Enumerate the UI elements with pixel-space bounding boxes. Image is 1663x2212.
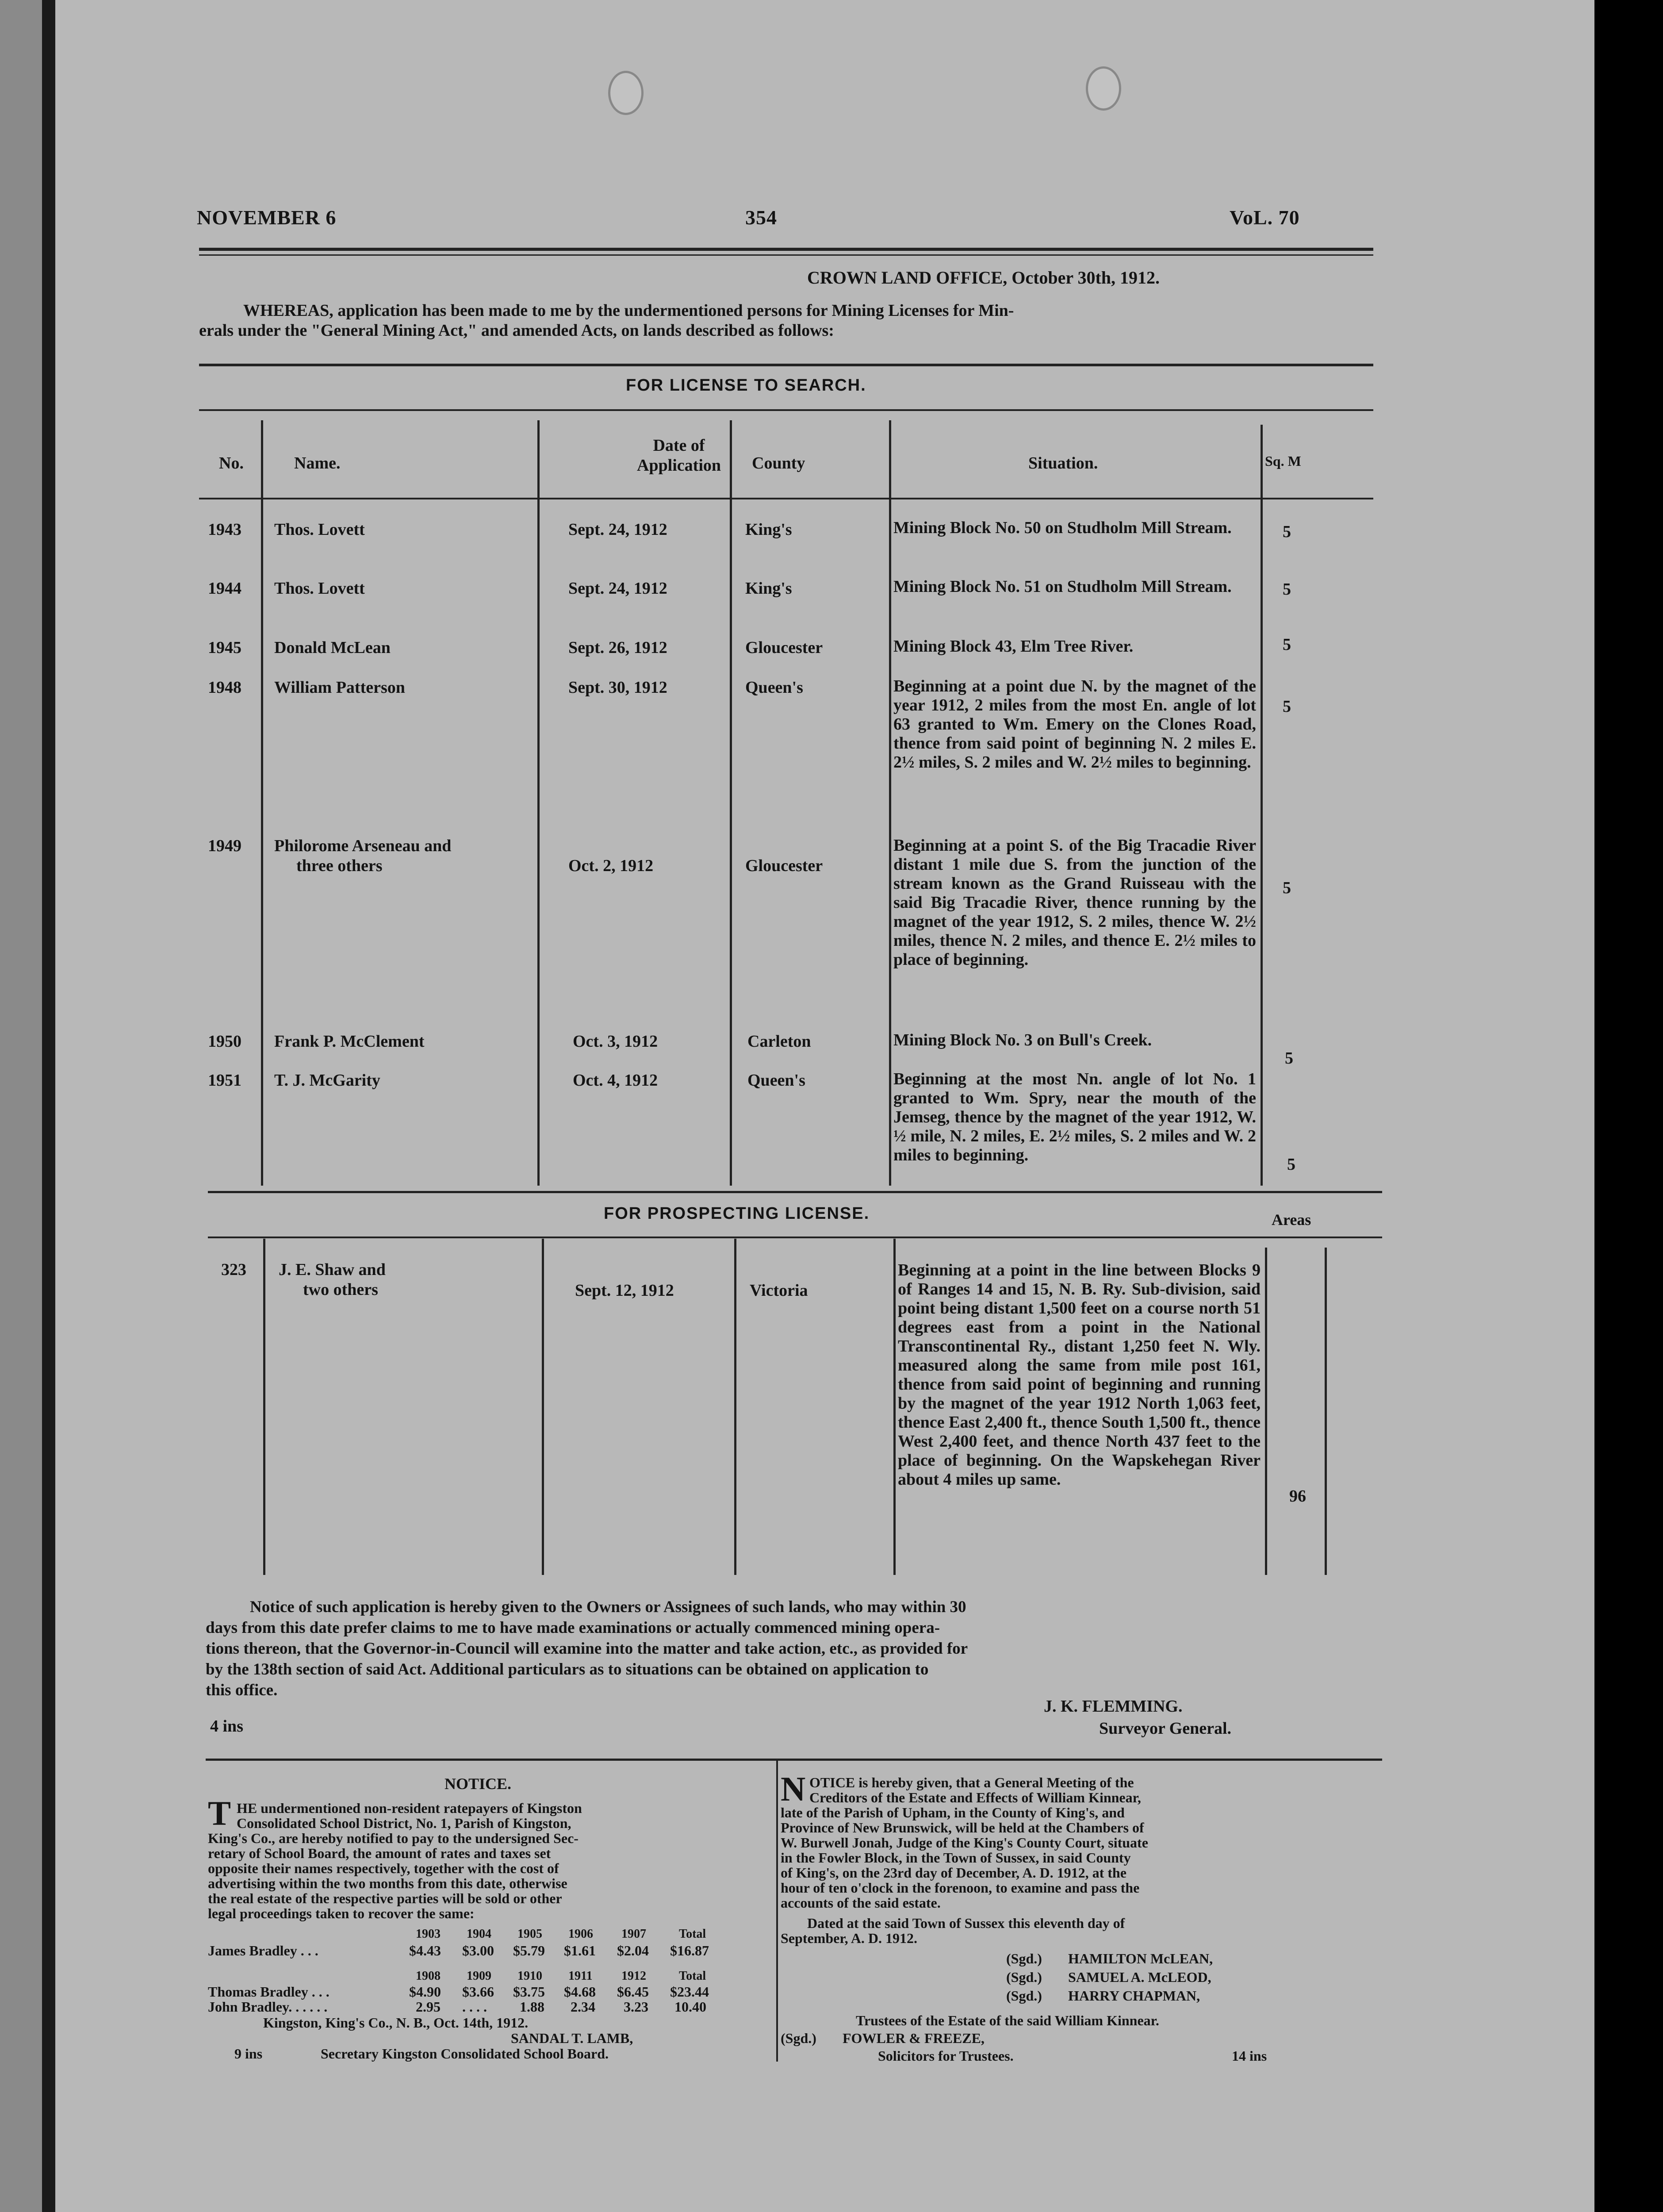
row-county: Gloucester (745, 638, 823, 657)
tax-total-header: Total (679, 1969, 706, 1983)
left-notice-line: Consolidated School District, No. 1, Parish of Kingston, (237, 1815, 571, 1831)
col-header-date-1: Date of (653, 436, 705, 455)
prospect-top-rule (208, 1191, 1382, 1193)
signature-name: J. K. FLEMMING. (1044, 1697, 1183, 1716)
row-county: King's (745, 520, 792, 539)
column-divider (542, 1239, 544, 1575)
tax-value: 10.40 (674, 1999, 706, 2015)
right-notice-line: of King's, on the 23rd day of December, A. D. 1912, at the (781, 1865, 1127, 1881)
right-notice-line: OTICE is hereby given, that a General Meeting of the (809, 1774, 1134, 1790)
left-notice-line: HE undermentioned non-resident ratepayers of Kingston (237, 1800, 582, 1816)
prospect-name-cont: two others (303, 1280, 378, 1299)
tax-value: $1.61 (564, 1943, 596, 1959)
tax-value: $3.66 (462, 1984, 494, 2000)
prospect-name: J. E. Shaw and (279, 1260, 386, 1279)
row-name: Thos. Lovett (274, 579, 365, 598)
punch-hole-right (1086, 66, 1121, 111)
intro-line-2: erals under the "General Mining Act," and amended Acts, on lands described as follows: (199, 321, 834, 340)
tax-value: $5.79 (513, 1943, 545, 1959)
tax-year: 1903 (416, 1927, 441, 1941)
solicitors-name: FOWLER & FREEZE, (843, 2030, 985, 2046)
row-date: Sept. 24, 1912 (568, 579, 667, 598)
right-notice-line: W. Burwell Jonah, Judge of the King's County Court, situate (781, 1835, 1148, 1851)
notice-line-3: tions thereon, that the Governor-in-Council will examine into the matter and take action, etc., as provided for (206, 1640, 968, 1658)
row-name: Philorome Arseneau and (274, 837, 452, 855)
row-name-cont: three others (296, 856, 383, 875)
row-situation: Beginning at a point S. of the Big Tracadie River distant 1 mile due S. from the junction of the stream known as the Grand Ruisseau with the said Big Tracadie River, thence running by the magnet of the year 1912, S. 2 miles, thence W. 2½ miles, thence N. 2 miles, and thence E. 2½ miles to place of beginning. (893, 836, 1256, 969)
search-section-title: FOR LICENSE TO SEARCH. (626, 376, 866, 395)
row-no: 1944 (208, 579, 241, 598)
notice-line-2: days from this date prefer claims to me to have made examinations or actually commenced mining opera- (206, 1619, 940, 1637)
row-sq: 5 (1283, 879, 1291, 897)
column-divider (537, 420, 540, 1186)
column-divider (261, 420, 263, 1186)
punch-hole-left (608, 71, 644, 115)
prospect-no: 323 (221, 1260, 246, 1279)
prospect-section-title: FOR PROSPECTING LICENSE. (604, 1204, 870, 1223)
row-situation: Mining Block 43, Elm Tree River. (893, 637, 1134, 656)
tax-value: $23.44 (670, 1984, 709, 2000)
header-rule-thin (199, 254, 1373, 256)
row-county: Gloucester (745, 856, 823, 875)
sgd-label: (Sgd.) (781, 2030, 816, 2046)
areas-label: Areas (1272, 1211, 1311, 1229)
row-date: Sept. 30, 1912 (568, 678, 667, 697)
signature-title: Surveyor General. (1099, 1719, 1232, 1738)
sgd-label: (Sgd.) (1006, 1988, 1042, 2004)
table-header-bottom-rule (199, 498, 1373, 499)
tax-value: $3.00 (462, 1943, 494, 1959)
tax-value: $16.87 (670, 1943, 709, 1959)
row-sq: 5 (1285, 1049, 1293, 1068)
tax-year: 1906 (568, 1927, 593, 1941)
row-no: 1949 (208, 837, 241, 855)
right-notice-line: hour of ten o'clock in the forenoon, to examine and pass the (781, 1880, 1140, 1896)
right-notice-line: accounts of the said estate. (781, 1895, 941, 1911)
row-date: Oct. 3, 1912 (573, 1032, 658, 1051)
tax-year: 1907 (621, 1927, 646, 1941)
tax-value: $4.43 (409, 1943, 441, 1959)
right-notice-dropcap: N (781, 1770, 806, 1808)
tax-value: $4.68 (564, 1984, 596, 2000)
row-situation: Mining Block No. 3 on Bull's Creek. (893, 1031, 1152, 1049)
tax-row-name: John Bradley. . . . . . (208, 1999, 328, 2015)
tax-year: 1909 (467, 1969, 491, 1983)
column-divider (1265, 1248, 1267, 1575)
row-date: Oct. 4, 1912 (573, 1071, 658, 1090)
bottom-section-rule (206, 1759, 1382, 1761)
tax-year: 1904 (467, 1927, 491, 1941)
tax-value: 2.95 (416, 1999, 441, 2015)
tax-value: $4.90 (409, 1984, 441, 2000)
left-notice-line: advertising within the two months from this date, otherwise (208, 1875, 567, 1891)
row-no: 1945 (208, 638, 241, 657)
left-notice-line: the real estate of the respective parties will be sold or other (208, 1890, 562, 1906)
row-county: Queen's (745, 678, 803, 697)
row-date: Sept. 26, 1912 (568, 638, 667, 657)
tax-year: 1912 (621, 1969, 646, 1983)
col-header-no: No. (219, 454, 244, 472)
row-name: William Patterson (274, 678, 405, 697)
tax-value: 3.23 (624, 1999, 648, 2015)
trustees-line: Trustees of the Estate of the said William Kinnear. (856, 2012, 1159, 2028)
column-divider (1261, 425, 1263, 1186)
row-sq: 5 (1283, 580, 1291, 599)
column-divider (893, 1239, 896, 1575)
solicitors-title: Solicitors for Trustees. (878, 2048, 1014, 2064)
sgd-label: (Sgd.) (1006, 1951, 1042, 1966)
row-name: Frank P. McClement (274, 1032, 425, 1051)
row-no: 1943 (208, 520, 241, 539)
row-sq: 5 (1283, 522, 1291, 541)
tax-year: 1910 (517, 1969, 542, 1983)
tax-year: 1911 (568, 1969, 593, 1983)
col-header-date-2: Application (636, 456, 721, 475)
column-divider (889, 420, 891, 1186)
adjacent-page-edge (0, 0, 42, 2212)
notice-line-1: Notice of such application is hereby given to the Owners or Assignees of such lands, who may within 30 (250, 1598, 966, 1616)
prospect-county: Victoria (750, 1281, 808, 1300)
page-number: 354 (745, 206, 777, 229)
left-notice-ins: 9 ins (234, 2046, 263, 2062)
crown-land-office-dateline: CROWN LAND OFFICE, October 30th, 1912. (807, 268, 1160, 288)
column-divider (263, 1239, 265, 1575)
tax-value: 2.34 (571, 1999, 595, 2015)
row-situation: Beginning at a point due N. by the magnet of the year 1912, 2 miles from the most En. angle of lot 63 granted to Wm. Emery on the Clones Road, thence from said point of beginning N. 2 miles E. 2½ miles, S. 2 miles and W. 2½ miles to beginning. (893, 677, 1256, 772)
prospect-area: 96 (1289, 1487, 1306, 1505)
left-notice-place-date: Kingston, King's Co., N. B., Oct. 14th, 1912. (263, 2015, 529, 2031)
issue-date: NOVEMBER 6 (197, 206, 337, 229)
col-header-county: County (752, 454, 805, 472)
row-no: 1951 (208, 1071, 241, 1090)
left-notice-signer-title: Secretary Kingston Consolidated School Board. (321, 2046, 609, 2062)
row-situation: Mining Block No. 51 on Studholm Mill Stream. (893, 577, 1232, 596)
tax-value: $3.75 (513, 1984, 545, 2000)
ins-count: 4 ins (210, 1717, 243, 1736)
row-sq: 5 (1283, 635, 1291, 654)
column-divider (734, 1239, 736, 1575)
row-no: 1950 (208, 1032, 241, 1051)
tax-value: $2.04 (617, 1943, 649, 1959)
trustee-name: HARRY CHAPMAN, (1068, 1988, 1200, 2004)
left-notice-line: King's Co., are hereby notified to pay to the undersigned Sec- (208, 1830, 579, 1846)
left-notice-line: legal proceedings taken to recover the same: (208, 1905, 475, 1921)
intro-line-1: WHEREAS, application has been made to me by the undermentioned persons for Mining Licenses for Min- (243, 301, 1014, 320)
left-notice-line: retary of School Board, the amount of rates and taxes set (208, 1845, 551, 1861)
right-notice-line: Province of New Brunswick, will be held at the Chambers of (781, 1820, 1144, 1836)
column-divider (776, 1761, 778, 2062)
tax-value: . . . . (462, 1999, 487, 2015)
tax-year: 1905 (517, 1927, 542, 1941)
row-date: Oct. 2, 1912 (568, 856, 654, 875)
col-header-situation: Situation. (1028, 454, 1098, 472)
notice-line-4: by the 138th section of said Act. Additional particulars as to situations can be obtained on application to (206, 1660, 929, 1678)
row-name: Thos. Lovett (274, 520, 365, 539)
column-divider (1325, 1248, 1327, 1575)
row-sq: 5 (1283, 697, 1291, 716)
binding-shadow (42, 0, 55, 2212)
right-notice-dated-1: Dated at the said Town of Sussex this eleventh day of (807, 1915, 1125, 1931)
tax-year: 1908 (416, 1969, 441, 1983)
right-notice-line: Creditors of the Estate and Effects of William Kinnear, (809, 1790, 1141, 1805)
left-notice-signer: SANDAL T. LAMB, (511, 2030, 633, 2046)
sgd-label: (Sgd.) (1006, 1969, 1042, 1985)
right-notice-line: in the Fowler Block, in the Town of Sussex, in said County (781, 1850, 1131, 1866)
tax-total-header: Total (679, 1927, 706, 1941)
column-divider (730, 420, 732, 1186)
tax-value: 1.88 (520, 1999, 544, 2015)
row-name: T. J. McGarity (274, 1071, 380, 1090)
row-county: King's (745, 579, 792, 598)
document-page (55, 0, 1594, 2212)
notice-line-5: this office. (206, 1681, 278, 1699)
row-county: Carleton (747, 1032, 811, 1051)
row-county: Queen's (747, 1071, 805, 1090)
prospect-situation: Beginning at a point in the line between Blocks 9 of Ranges 14 and 15, N. B. Ry. Sub-division, said point being distant 1,500 feet on a course north 51 degrees east from a point in the National Transcontinental Ry., distant 1,250 feet N. Wly. measured along the same from mile post 161, thence from said point of beginning and running by the magnet of the year 1912 North 1,063 feet, thence East 2,400 ft., thence South 1,500 ft., thence West 2,400 feet, and thence North 437 feet to the place of beginning. On the Wapskehegan River about 4 miles up same. (898, 1261, 1261, 1489)
col-header-name: Name. (294, 454, 341, 472)
table-header-top-rule (199, 409, 1373, 411)
trustee-name: SAMUEL A. McLEOD, (1068, 1969, 1211, 1985)
left-notice-title: NOTICE. (444, 1775, 512, 1793)
prospect-header-rule (208, 1237, 1382, 1238)
row-name: Donald McLean (274, 638, 391, 657)
right-notice-dated-2: September, A. D. 1912. (781, 1930, 918, 1946)
tax-value: $6.45 (617, 1984, 649, 2000)
left-notice-line: opposite their names respectively, together with the cost of (208, 1860, 559, 1876)
right-notice-line: late of the Parish of Upham, in the County of King's, and (781, 1805, 1125, 1820)
table-top-rule (199, 364, 1373, 366)
left-notice-dropcap: T (208, 1794, 231, 1832)
trustee-name: HAMILTON McLEAN, (1068, 1951, 1213, 1966)
header-rule (199, 248, 1373, 251)
right-notice-ins: 14 ins (1232, 2048, 1267, 2064)
row-sq: 5 (1287, 1155, 1295, 1174)
volume-number: VoL. 70 (1230, 206, 1300, 229)
prospect-date: Sept. 12, 1912 (575, 1281, 674, 1300)
tax-row-name: James Bradley . . . (208, 1943, 318, 1959)
tax-row-name: Thomas Bradley . . . (208, 1984, 330, 2000)
col-header-sqm: Sq. M (1265, 453, 1301, 469)
row-situation: Beginning at the most Nn. angle of lot No. 1 granted to Wm. Spry, near the mouth of the Jemseg, thence by the magnet of the year 1912, W. ½ mile, N. 2 miles, E. 2½ miles, S. 2 miles and W. 2 miles to beginning. (893, 1070, 1256, 1164)
row-no: 1948 (208, 678, 241, 697)
row-situation: Mining Block No. 50 on Studholm Mill Stream. (893, 518, 1232, 537)
row-date: Sept. 24, 1912 (568, 520, 667, 539)
